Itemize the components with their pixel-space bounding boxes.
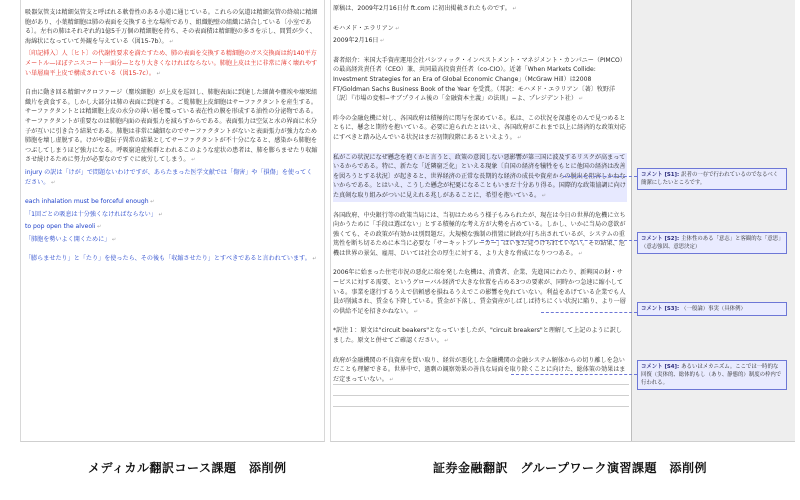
teacher-note: 「1回ごとの吸息は十分強くなければならない」 ↵ xyxy=(25,210,318,221)
caption-medical-course: メディカル翻訳コース課題 添削例 xyxy=(88,461,287,475)
doc-paragraph: 自由に動き回る精細マクロファージ（塵埃細胞）が上皮を巡回し、肺胞表面に到達した細菌や塵埃や壊死組織片を貪食する。しかし大部分は肺の表面に到達する。ご覧肺胞上皮細胞はサーファクタントを産生する。サーファクタントとは精細胞上皮の水分の薄い層を覆っている表在性の膜を形成する油性の分泌物である。サーファクタントが重要なのは肺胞内面の表面張力を減らすからである。表面張力は空気と水の界面に水分子が互いに引き合う結果である。肺胞は非常に繊細なのでサーファクタントがないと表面張力が強力なため肺胞を壊し虚脱する。けがや遺伝子異常の結果としてサーファクタントが不十分になると、感染から肺胞をつぶしてしまうほど強力になる。呼吸窮迫症候群とわれるこのような症状の患者は、肺を膨らませたり収縮させ続けるために努力が必要なのですぐに疲労してしまう。 ↵ xyxy=(25,88,318,166)
doc-paragraph: 昨今の金融危機に対し、各国政府は積極的に関与を深めている。私は、この状況を深慮をのんで見つめるとともに、懸念と期待を抱いている。必要に迫られたとはいえ、各国政府がこれまで以上に経済的な政策対応にすべきと踏み込んでいる状況はまだ初期段階にあるといえよう。 ↵ xyxy=(333,114,627,144)
english-source-line: to pop open the alveoli ↵ xyxy=(25,222,318,233)
review-comment[interactable] xyxy=(637,302,787,316)
doc-paragraph: 各国政府、中央銀行等の政策当局には、当初はためらう様子もみられたが、現在は今日の世界的危機に立ち向かうために「手段は選ばない」とする積極的な考え方が大勢を占めている。しかし、いかに当局の意欲が強くても、その政策が有効かは別問題だ。大規模な強制の措置に財政が打ち出されているが、システムの重篤性を断ち切るために本当に必要な「サーキットブレーカー」はいまだ見つけられていない。その結果、危機は世界の景気、雇用、ひいては社会の厚生に対する、より大きな脅威になりつつある。 ↵ xyxy=(333,211,627,260)
comment-connector xyxy=(481,240,637,241)
teacher-note: 「膨らませたり」と「たり」を使ったら、その後も「収縮させたり」とすべきであると言われています。 ↵ xyxy=(25,254,318,265)
comment-label: コメント [S2]: xyxy=(641,236,680,242)
footer-rule xyxy=(333,384,629,417)
comment-label: コメント [S4]: xyxy=(641,364,680,370)
english-source-line: each inhalation must be forceful enough ↵ xyxy=(25,197,318,208)
review-comment[interactable] xyxy=(637,360,787,390)
author-bio: 著者紹介：米国大手資産運用会社パシフィック・インベストメント・マネジメント・カンパニー（PIMCO）の最高経営責任者（CEO）兼、共同最高投資責任者（co-CIO）。近著「When Markets Collide: Investment Strategies for an Era of Global Economic Change」（McGraw Hill）は2008 FT/Goldman Sachs Business Book of the Year を受賞。（邦訳：モハメド・エラリアン〔著〕牧野洋〔訳〕『市場の変相−サブプライム後の「金融資本主義」の法則』−よ、プレジデント社） ↵ xyxy=(333,56,627,105)
document-body xyxy=(333,4,631,442)
teacher-note: 「肺胞を勢いよく開くために」 ↵ xyxy=(25,235,318,246)
translator-note: *訳注１：原文は"circuit beakers"となっていましたが、"circuit breakers"と理解して上記のように訳しました。原文と併せてご確認ください。 ↵ xyxy=(333,326,627,346)
author-name: モハメド・エラリアン ↵ xyxy=(333,24,627,35)
comment-text: 訳者の一存で行われているのでなるべく簡潔にしたいところです。 xyxy=(641,172,779,186)
comment-text: あるいはメカニズム。ここでは一時的な回復（実体的、総体的もし（あり、静態的）制度の枠内で行われる。 xyxy=(641,364,782,386)
comment-label: コメント [S1]: xyxy=(641,172,680,178)
caption-finance-groupwork: 証券金融翻訳 グループワーク演習課題 添削例 xyxy=(433,461,708,475)
comment-text: 主体性のある「意志」と客観的な「意思」（意志強固、意思決定） xyxy=(641,236,781,250)
doc-paragraph: 政府が金融機関の不良資産を買い取り、経営が悪化した金融機関の金融システム解体からの切り離しを急いだことも理解できる。世界中で、過剰の観察効果の善良な局面を取り除くことに向けた、総体策の効果はまだ定まっていない。 ↵ xyxy=(333,356,627,386)
comment-text: （一般論）事実（具体例） xyxy=(681,306,746,312)
comment-connector xyxy=(563,176,637,177)
doc-paragraph: 吸器気管支は精細気管支と呼ばれる軟骨性のある小道に通じている。これらの気道は精細気管の終端に精細胞があり、小葉精細胞は肺の表面を交換する主な場所であり、組織胞壁の組織に結合している〔小室である〕。左右の肺はそれぞれ約1億5千万個の精細胞を持ち、その表面積は精細胞の多さを示し、間質が少く、海綿状になっていて外観を与えている（図15-7b）。 ↵ xyxy=(25,8,318,47)
review-comment[interactable] xyxy=(637,168,787,190)
doc-paragraph: 私がこの状況になぜ懸念を抱くかと言うと、政策の意図しない悪影響が第三国に波及するリスクが高まっているからである。特に、新たな「近隣窮乏化」といえる現象〔自国の経済を犠牲をもとに他国の経済は改善を図ろうとする状況〕が起きると、世界経済の正常な長期的な経済の成長や資産からの脱出を阻害しかねないからである。とはいえ、こうした懸念が杞憂になることもいまだ十分あり得る。国際的な政策協調に向けた真剣な取り組みがついに見えれる兆しがあることに、希望を抱いている。 ↵ xyxy=(333,153,627,202)
medical-translation-document xyxy=(20,0,325,442)
finance-translation-document xyxy=(330,0,795,442)
doc-line: 原稿は、2009年2月16日付 ft.com に初出掲載されたものです。 ↵ xyxy=(333,4,627,15)
comment-label: コメント [S3]: xyxy=(641,306,680,312)
doc-date: 2009年2月16日 ↵ xyxy=(333,36,627,47)
review-comment[interactable] xyxy=(637,232,787,254)
doc-paragraph: 2006年に始まった住宅市況の悪化に端を発した危機は、消費者、企業、先進国にわたり、新興国の財・サービスに対する需要、というグローバル経済で大きな位置を占める3つの要素が、同時かつ急速に縮小している。事業を遂行するうえで信頼感を損ねるうえでこの影響を免れていない。利益をあげている企業でも人員が削減され、賃金も下降している。賃金が下落し、賃金資産がしばしば持ちにくい状況に陥り、より一層の供給不足を招きかねない。 ↵ xyxy=(333,268,627,317)
corrected-paragraph: 〔印記挿入〕人〔ヒト〕の代謝性要求を満たすため、肺の表面を交換する精細胞のガス交換面は約140平方メートル—ほぼテニスコート一面分—となり大きくなければならない。肺胞上皮は主に非常に薄く壊れやすい単層扁平上皮で構成されている（図15-7c）。 ↵ xyxy=(25,49,318,79)
comment-connector xyxy=(541,312,637,313)
comment-connector xyxy=(511,374,637,375)
teacher-note: injury の訳は「けが」で問題ないわけですが、あらたまった医学文献では「傷害」や「損傷」を使ってください。 ↵ xyxy=(25,168,318,188)
